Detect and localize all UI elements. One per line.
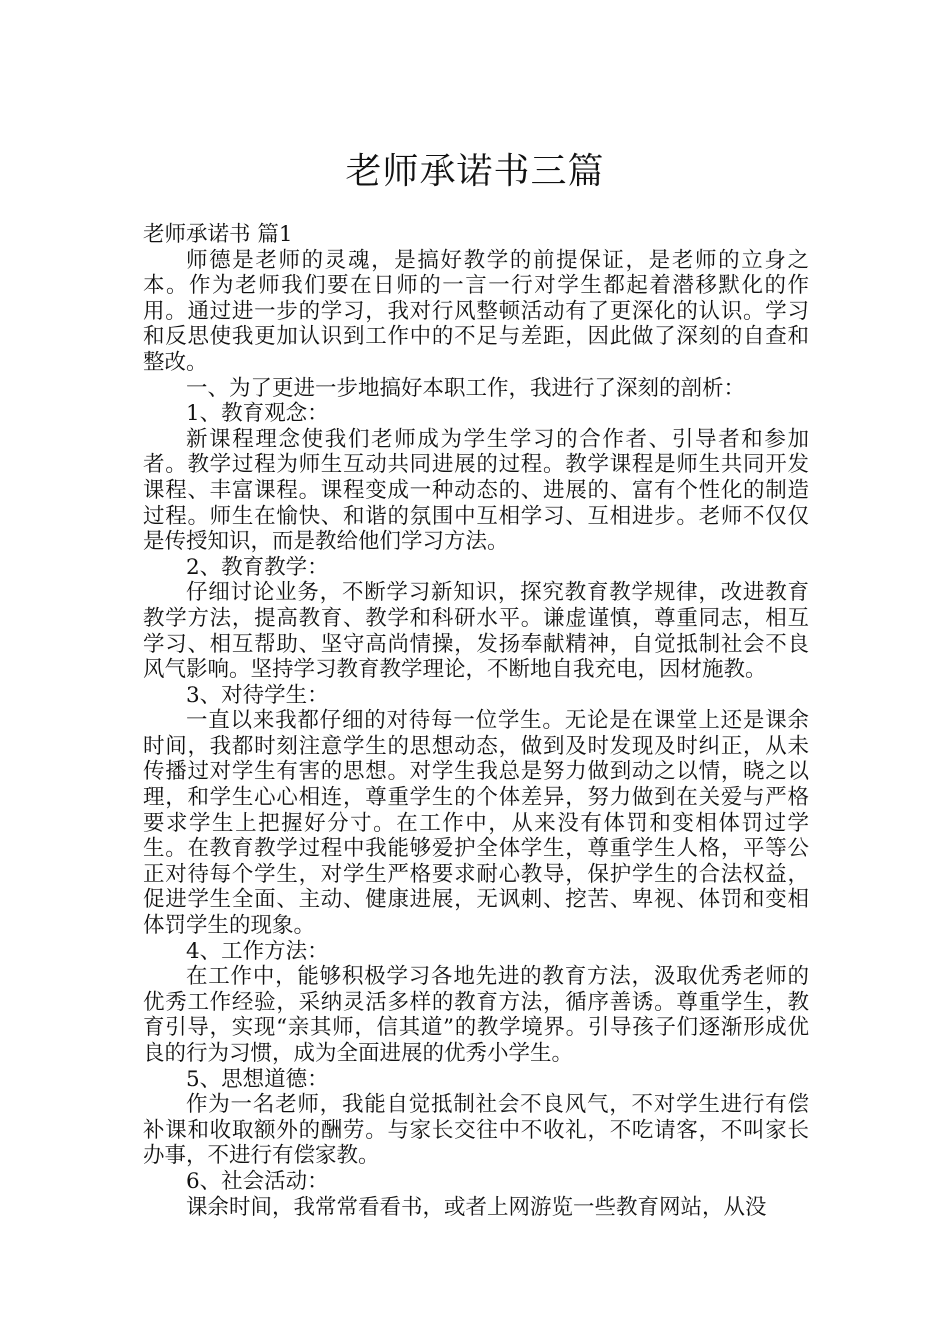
subheading: 2、教育教学： bbox=[186, 554, 329, 580]
subheading: 1、教育观念： bbox=[186, 401, 329, 427]
paragraph: 师德是老师的灵魂，是搞好教学的前提保证，是老师的立身之本。作为老师我们要在日师的一言一行对学生都起着潜移默化的作用。通过进一步的学习，我对行风整顿活动有了更深化的认识。学习和反思使我更加认识到工作中的不足与差距，因此做了深刻的自查和整改。 bbox=[143, 247, 809, 375]
section-heading: 老师承诺书 篇1 bbox=[143, 222, 293, 247]
subheading: 5、思想道德： bbox=[186, 1066, 329, 1092]
document-body bbox=[143, 222, 809, 1220]
paragraph: 新课程理念使我们老师成为学生学习的合作者、引导者和参加者。教学过程为师生互动共同进展的过程。教学课程是师生共同开发课程、丰富课程。课程变成一种动态的、进展的、富有个性化的制造过程。师生在愉快、和谐的氛围中互相学习、互相进步。老师不仅仅是传授知识，而是教给他们学习方法。 bbox=[143, 426, 809, 555]
subheading: 6、社会活动： bbox=[186, 1168, 329, 1194]
paragraph: 一、为了更进一步地搞好本职工作，我进行了深刻的剖析： bbox=[186, 375, 746, 401]
document-title: 老师承诺书三篇 bbox=[345, 151, 605, 193]
paragraph: 仔细讨论业务，不断学习新知识，探究教育教学规律，改进教育教学方法，提高教育、教学和科研水平。谦虚谨慎，尊重同志，相互学习、相互帮助、坚守高尚情操，发扬奉献精神，自觉抵制社会不良风气影响。坚持学习教育教学理论，不断地自我充电，因材施教。 bbox=[143, 580, 809, 683]
paragraph: 在工作中，能够积极学习各地先进的教育方法，汲取优秀老师的优秀工作经验，采纳灵活多样的教育方法，循序善诱。尊重学生，教育引导，实现“亲其师，信其道”的教学境界。引导孩子们逐渐形成优良的行为习惯，成为全面进展的优秀小学生。 bbox=[143, 964, 809, 1066]
paragraph: 作为一名老师，我能自觉抵制社会不良风气，不对学生进行有偿补课和收取额外的酬劳。与家长交往中不收礼，不吃请客，不叫家长办事，不进行有偿家教。 bbox=[143, 1092, 809, 1169]
subheading: 3、对待学生： bbox=[186, 682, 329, 708]
paragraph: 一直以来我都仔细的对待每一位学生。无论是在课堂上还是课余时间，我都时刻注意学生的思想动态，做到及时发现及时纠正，从未传播过对学生有害的思想。对学生我总是努力做到动之以情，晓之以理，和学生心心相连，尊重学生的个体差异，努力做到在关爱与严格要求学生上把握好分寸。在工作中，从来没有体罚和变相体罚过学生。在教育教学过程中我能够爱护全体学生，尊重学生人格，平等公正对待每个学生，对学生严格要求耐心教导，保护学生的合法权益，促进学生全面、主动、健康进展，无讽刺、挖苦、卑视、体罚和变相体罚学生的现象。 bbox=[143, 708, 809, 939]
paragraph: 课余时间，我常常看看书，或者上网游览一些教育网站，从没 bbox=[186, 1194, 767, 1220]
subheading: 4、工作方法： bbox=[186, 938, 329, 964]
